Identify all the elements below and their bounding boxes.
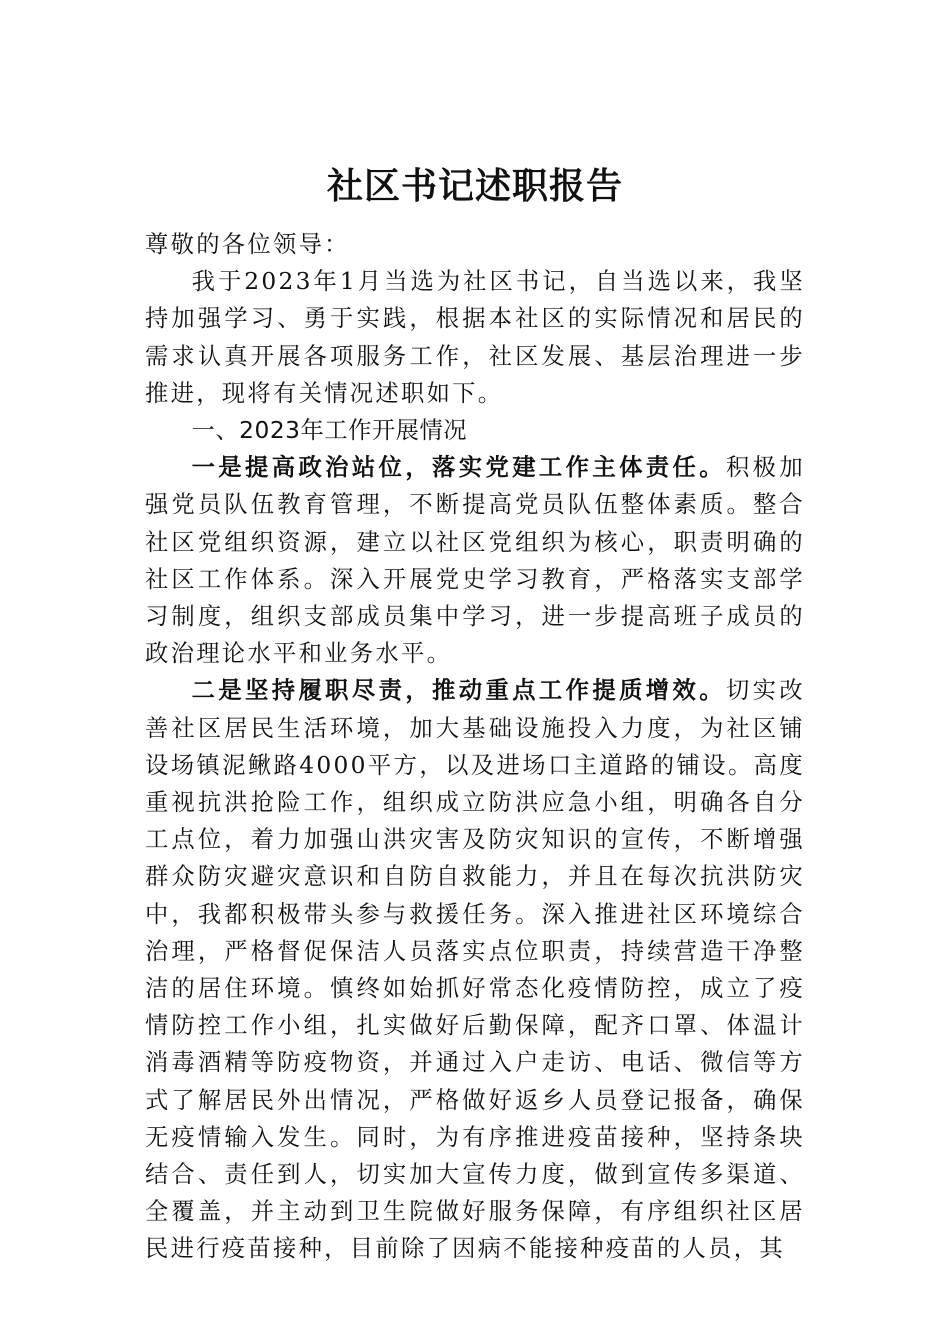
- point-2-lead: 二是坚持履职尽责，推动重点工作提质增效。: [191, 677, 726, 705]
- section-heading: 一、2023年工作开展情况: [191, 417, 468, 445]
- point-1-body: 积极加强党员队伍教育管理，不断提高党员队伍整体素质。整合社区党组织资源，建立以社区党组织为核心，职责明确的社区工作体系。深入开展党史学习教育，严格落实支部学习制度，组织支部成员集中学习，进一步提高班子成员的政治理论水平和业务水平。: [145, 454, 806, 668]
- point-2-body: 切实改善社区居民生活环境，加大基础设施投入力度，为社区铺设场镇泥鳅路4000平方，以及进场口主道路的铺设。高度重视抗洪抢险工作，组织成立防洪应急小组，明确各自分工点位，着力加强山洪灾害及防灾知识的宣传，不断增强群众防灾避灾意识和自防自救能力，并且在每次抗洪防灾中，我都积极带头参与救援任务。深入推进社区环境综合治理，严格督促保洁人员落实点位职责，持续营造干净整洁的居住环境。慎终如始抓好常态化疫情防控，成立了疫情防控工作小组，扎实做好后勤保障，配齐口罩、体温计消毒酒精等防疫物资，并通过入户走访、电话、微信等方式了解居民外出情况，严格做好返乡人员登记报备，确保无疫情输入发生。同时，为有序推进疫苗接种，坚持条块结合、责任到人，切实加大宣传力度，做到宣传多渠道、全覆盖，并主动到卫生院做好服务保障，有序组织社区居民进行疫苗接种，目前除了因病不能接种疫苗的人员，其: [145, 677, 806, 1263]
- intro-paragraph: 我于2023年1月当选为社区书记，自当选以来，我坚持加强学习、勇于实践，根据本社区的实际情况和居民的需求认真开展各项服务工作，社区发展、基层治理进一步推进，现将有关情况述职如下。: [145, 268, 805, 407]
- paragraph-point-1: [145, 449, 805, 672]
- paragraph-point-2: [145, 672, 805, 1267]
- document-body: [145, 226, 805, 1268]
- document-title: 社区书记述职报告: [326, 165, 623, 207]
- salutation: 尊敬的各位领导：: [145, 231, 350, 258]
- point-1-lead: 一是提高政治站位，落实党建工作主体责任。: [191, 454, 726, 482]
